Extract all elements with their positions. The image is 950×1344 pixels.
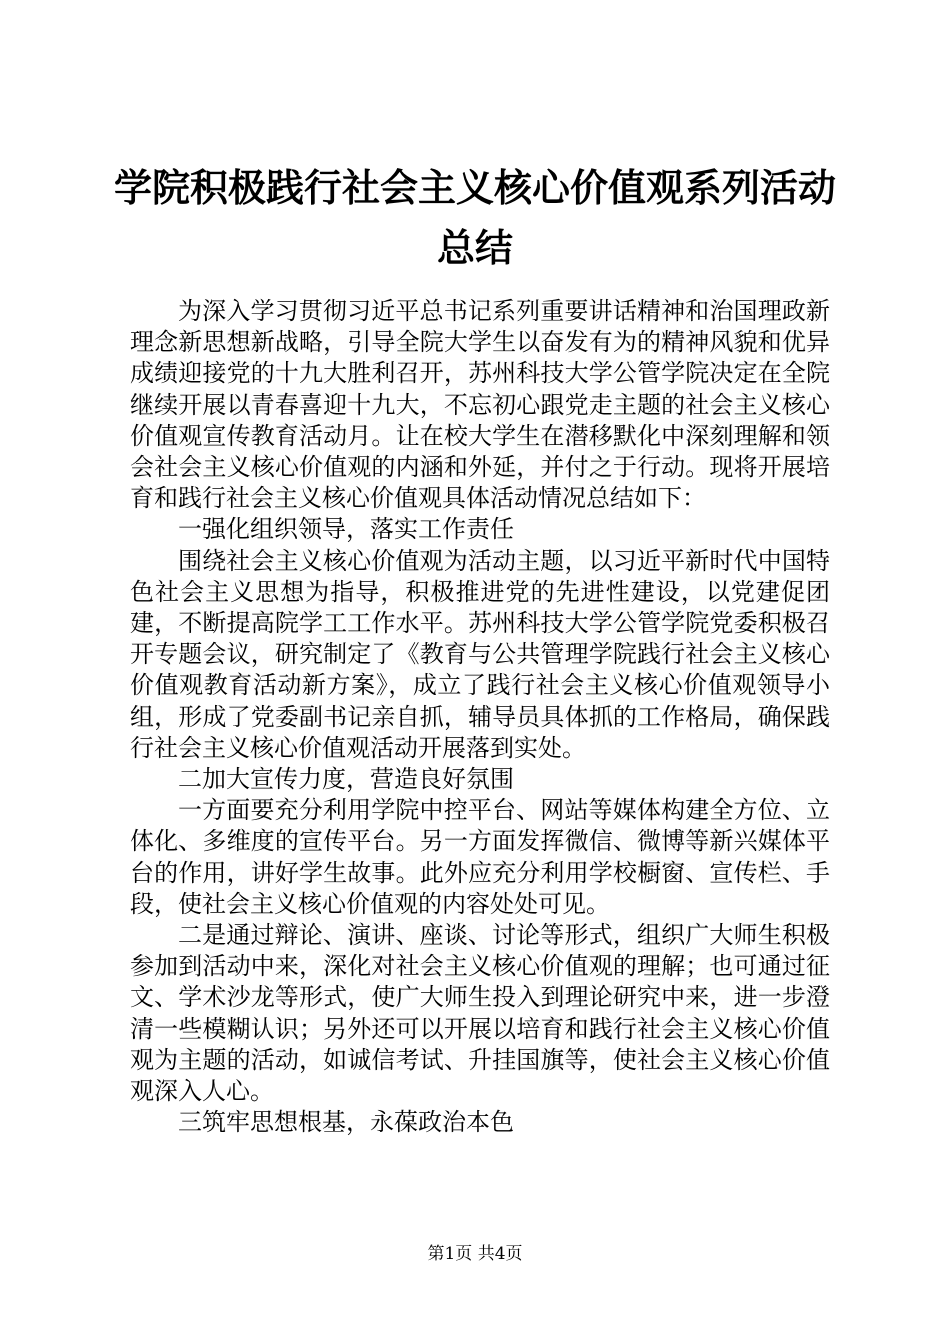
section-heading-1: 一强化组织领导，落实工作责任 (178, 515, 514, 544)
document-body (130, 296, 830, 1138)
section-heading-3: 三筑牢思想根基，永葆政治本色 (178, 1108, 514, 1137)
page-number-footer: 第1页 共4页 (427, 1244, 523, 1264)
paragraph-section-2a: 一方面要充分利用学院中控平台、网站等媒体构建全方位、立体化、多维度的宣传平台。另一方面发挥微信、微博等新兴媒体平台的作用，讲好学生故事。此外应充分利用学校橱窗、宣传栏、手段，使社会主义核心价值观的内容处处可见。 (130, 796, 830, 918)
section-heading-2: 二加大宣传力度，营造良好氛围 (178, 765, 514, 794)
paragraph-section-1: 围绕社会主义核心价值观为活动主题，以习近平新时代中国特色社会主义思想为指导，积极推进党的先进性建设，以党建促团建，不断提高院学工工作水平。苏州科技大学公管学院党委积极召开专题会议，研究制定了《教育与公共管理学院践行社会主义核心价值观教育活动新方案》，成立了践行社会主义核心价值观领导小组，形成了党委副书记亲自抓，辅导员具体抓的工作格局，确保践行社会主义核心价值观活动开展落到实处。 (130, 546, 830, 762)
paragraph-intro: 为深入学习贯彻习近平总书记系列重要讲话精神和治国理政新理念新思想新战略，引导全院大学生以奋发有为的精神风貌和优异成绩迎接党的十九大胜利召开，苏州科技大学公管学院决定在全院继续开展以青春喜迎十九大，不忘初心跟党走主题的社会主义核心价值观宣传教育活动月。让在校大学生在潜移默化中深刻理解和领会社会主义核心价值观的内涵和外延，并付之于行动。现将开展培育和践行社会主义核心价值观具体活动情况总结如下： (130, 297, 830, 513)
document-title: 学院积极践行社会主义核心价值观系列活动总结 (113, 165, 836, 270)
paragraph-section-2b: 二是通过辩论、演讲、座谈、讨论等形式，组织广大师生积极参加到活动中来，深化对社会主义核心价值观的理解；也可通过征文、学术沙龙等形式，使广大师生投入到理论研究中来，进一步澄清一些模糊认识；另外还可以开展以培育和践行社会主义核心价值观为主题的活动，如诚信考试、升挂国旗等，使社会主义核心价值观深入人心。 (130, 921, 830, 1106)
